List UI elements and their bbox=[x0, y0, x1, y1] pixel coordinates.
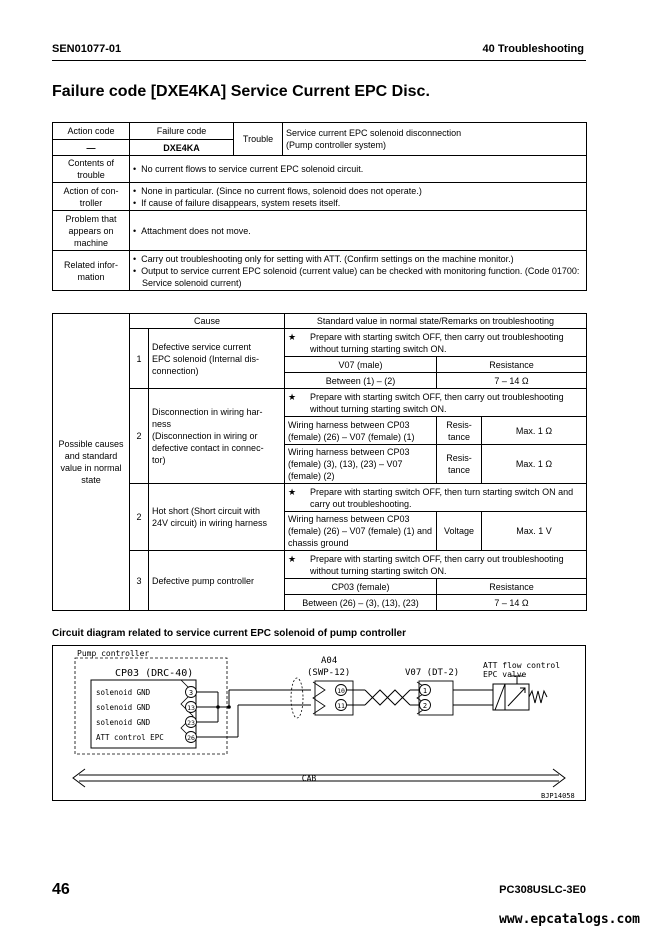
cause-3-name-2: 24V circuit) in wiring harness bbox=[152, 518, 268, 528]
cause-2-name-2: ness bbox=[152, 419, 172, 429]
left-label-1: Possible causes bbox=[58, 439, 124, 449]
cause-2-name-1: Disconnection in wiring har- bbox=[152, 407, 263, 417]
star-mark: ★ bbox=[288, 331, 297, 342]
problem-label-line-1: Problem that bbox=[65, 213, 117, 224]
pin-label: solenoid GND bbox=[96, 718, 151, 727]
failure-info-table bbox=[52, 122, 587, 291]
pin-number: 26 bbox=[187, 734, 195, 742]
standard-value: Max. 1 Ω bbox=[482, 417, 587, 445]
standard-value: Max. 1 V bbox=[482, 512, 587, 551]
action-label-line-2: troller bbox=[79, 197, 103, 208]
trouble-label: Trouble bbox=[234, 123, 283, 156]
circuit-diagram-svg bbox=[53, 646, 585, 800]
problem-label-line-2: appears on bbox=[68, 225, 114, 236]
cause-remark bbox=[285, 551, 587, 579]
figure-code: BJP14058 bbox=[541, 792, 575, 800]
watermark-url[interactable]: www.epcatalogs.com bbox=[499, 912, 640, 927]
cp03-label: CP03 (DRC-40) bbox=[115, 668, 194, 679]
standard-value: 7 – 14 Ω bbox=[437, 373, 587, 389]
check-item: Wiring harness between CP03 (female) (26) – V07 (female) (1) bbox=[285, 417, 437, 445]
standard-value: 7 – 14 Ω bbox=[437, 595, 587, 611]
v07-pin-number: 1 bbox=[422, 687, 428, 695]
pin-number: 23 bbox=[187, 719, 195, 727]
action-code-value: — bbox=[53, 140, 130, 156]
contents-text-value: No current flows to service current EPC solenoid circuit. bbox=[141, 164, 364, 174]
check-item: Wiring harness between CP03 (female) (3), (13), (23) – V07 (female) (2) bbox=[285, 445, 437, 484]
trouble-description bbox=[283, 123, 587, 156]
pin-number: 3 bbox=[188, 689, 194, 697]
cause-2-name-3: (Disconnection in wiring or bbox=[152, 431, 258, 441]
twisted-pair-wiring bbox=[347, 690, 420, 705]
cause-number: 2 bbox=[130, 389, 149, 484]
diagram-caption: Circuit diagram related to service current EPC solenoid of pump controller bbox=[52, 628, 406, 639]
cause-number: 1 bbox=[130, 329, 149, 389]
contents-label bbox=[53, 156, 130, 183]
star-mark: ★ bbox=[288, 391, 297, 402]
cab-label: CAB bbox=[301, 774, 317, 783]
related-text: • Carry out troubleshooting only for setting with ATT. (Confirm settings on the machine monitor.) • Output to service current EPC solenoid (current value) can be checked with monitoring function. (Code 01700: Service solenoid current) bbox=[130, 251, 587, 291]
cause-3-remark: Prepare with starting switch OFF, then turn starting switch ON and carry out troubleshooting. bbox=[310, 486, 574, 509]
a04-type: (SWP-12) bbox=[307, 668, 351, 678]
junction-dot bbox=[216, 705, 220, 709]
model-code: PC308USLC-3E0 bbox=[499, 884, 586, 896]
trouble-desc-line-2: (Pump controller system) bbox=[286, 140, 387, 150]
related-label bbox=[53, 251, 130, 291]
cab-arrow bbox=[73, 769, 565, 787]
pin-label: ATT control EPC bbox=[96, 733, 164, 742]
related-label-line-2: mation bbox=[77, 271, 105, 282]
cause-name bbox=[149, 484, 285, 551]
valve-label-1: ATT flow control bbox=[483, 661, 561, 670]
header-rule bbox=[52, 60, 586, 61]
cause-1-remark: Prepare with starting switch OFF, then carry out troubleshooting without turning starting switch ON. bbox=[310, 331, 564, 354]
cause-name bbox=[149, 329, 285, 389]
check-item: Between (1) – (2) bbox=[285, 373, 437, 389]
problem-label bbox=[53, 211, 130, 251]
failure-code-label: Failure code bbox=[130, 123, 234, 140]
check-item: Wiring harness between CP03 (female) (26) – V07 (female) (1) and chassis ground bbox=[285, 512, 437, 551]
circuit-diagram bbox=[52, 645, 586, 801]
failure-code-value: DXE4KA bbox=[130, 140, 234, 156]
action-code-label: Action code bbox=[53, 123, 130, 140]
check-item: Between (26) – (3), (13), (23) bbox=[285, 595, 437, 611]
page-number: 46 bbox=[52, 881, 70, 898]
cause-name bbox=[149, 389, 285, 484]
pump-controller-title: Pump controller bbox=[77, 649, 150, 658]
cause-remark bbox=[285, 389, 587, 417]
valve-wiring bbox=[453, 690, 493, 705]
action-label bbox=[53, 183, 130, 211]
check-header: V07 (male) bbox=[285, 357, 437, 373]
v07-label: V07 (DT-2) bbox=[405, 668, 460, 678]
related-label-line-1: Related infor- bbox=[63, 259, 119, 270]
action-text: • None in particular. (Since no current flows, solenoid does not operate.) • If cause of failure disappears, system resets itself. bbox=[130, 183, 587, 211]
standard-column-header: Standard value in normal state/Remarks on troubleshooting bbox=[285, 314, 587, 329]
check-kind: Resis-tance bbox=[437, 417, 482, 445]
pin-label: solenoid GND bbox=[96, 703, 151, 712]
cause-1-name-1: Defective service current bbox=[152, 341, 252, 352]
a04-pin-number: 11 bbox=[337, 702, 345, 710]
action-text-1: None in particular. (Since no current flows, solenoid does not operate.) bbox=[141, 185, 422, 196]
left-label-4: state bbox=[81, 475, 101, 485]
section-title: 40 Troubleshooting bbox=[482, 43, 584, 55]
cause-1-name-2: EPC solenoid (Internal dis- bbox=[152, 353, 260, 364]
a04-connector-box bbox=[315, 681, 353, 715]
related-text-2: Output to service current EPC solenoid (current value) can be checked with monitoring function. (Code 01700: Service solenoid current) bbox=[141, 265, 580, 288]
action-label-line-1: Action of con- bbox=[63, 185, 119, 196]
shield-mark bbox=[291, 678, 303, 718]
pin-label: solenoid GND bbox=[96, 688, 151, 697]
valve-label-2: EPC valve bbox=[483, 670, 527, 679]
star-mark: ★ bbox=[288, 486, 297, 497]
v07-pin-number: 2 bbox=[422, 702, 428, 710]
cause-table bbox=[52, 313, 587, 611]
check-header: CP03 (female) bbox=[285, 579, 437, 595]
cause-2-remark: Prepare with starting switch OFF, then carry out troubleshooting without turning starting switch ON. bbox=[310, 391, 564, 414]
star-mark: ★ bbox=[288, 553, 297, 564]
standard-value: Max. 1 Ω bbox=[482, 445, 587, 484]
problem-label-line-3: machine bbox=[73, 237, 109, 248]
contents-label-line-1: Contents of bbox=[67, 158, 115, 168]
problem-text: • Attachment does not move. bbox=[130, 211, 587, 251]
contents-label-line-2: trouble bbox=[77, 170, 105, 180]
possible-causes-label bbox=[53, 314, 130, 611]
cause-2-name-5: tor) bbox=[152, 455, 166, 465]
cause-3-name-1: Hot short (Short circuit with bbox=[152, 506, 261, 516]
cause-number: 2 bbox=[130, 484, 149, 551]
cause-column-header: Cause bbox=[130, 314, 285, 329]
check-kind: Voltage bbox=[437, 512, 482, 551]
problem-text-value: Attachment does not move. bbox=[141, 225, 251, 236]
gnd-wiring bbox=[197, 690, 311, 737]
a04-pin-number: 10 bbox=[337, 687, 345, 695]
trouble-desc-line-1: Service current EPC solenoid disconnection bbox=[286, 128, 462, 138]
cause-remark bbox=[285, 484, 587, 512]
cause-number: 3 bbox=[130, 551, 149, 611]
left-label-2: and standard bbox=[64, 451, 118, 461]
cause-remark bbox=[285, 329, 587, 357]
value-header: Resistance bbox=[437, 357, 587, 373]
document-code: SEN01077-01 bbox=[52, 43, 122, 55]
value-header: Resistance bbox=[437, 579, 587, 595]
check-kind: Resis-tance bbox=[437, 445, 482, 484]
related-text-1: Carry out troubleshooting only for setting with ATT. (Confirm settings on the machine monitor.) bbox=[141, 253, 514, 264]
page-title: Failure code [DXE4KA] Service Current EPC Disc. bbox=[52, 83, 430, 100]
pin-number: 13 bbox=[187, 704, 195, 712]
left-label-3: value in normal bbox=[60, 463, 122, 473]
action-text-2: If cause of failure disappears, system resets itself. bbox=[141, 197, 341, 208]
contents-text: • No current flows to service current EPC solenoid circuit. bbox=[130, 156, 587, 183]
cause-4-name-1: Defective pump controller bbox=[152, 575, 255, 586]
junction-dot bbox=[227, 705, 231, 709]
cause-4-remark: Prepare with starting switch OFF, then carry out troubleshooting without turning starting switch ON. bbox=[310, 553, 564, 576]
epc-valve-symbol bbox=[493, 676, 547, 710]
cause-1-name-3: connection) bbox=[152, 365, 199, 376]
cause-2-name-4: defective contact in connec- bbox=[152, 443, 264, 453]
a04-label: A04 bbox=[321, 656, 338, 666]
cause-name bbox=[149, 551, 285, 611]
